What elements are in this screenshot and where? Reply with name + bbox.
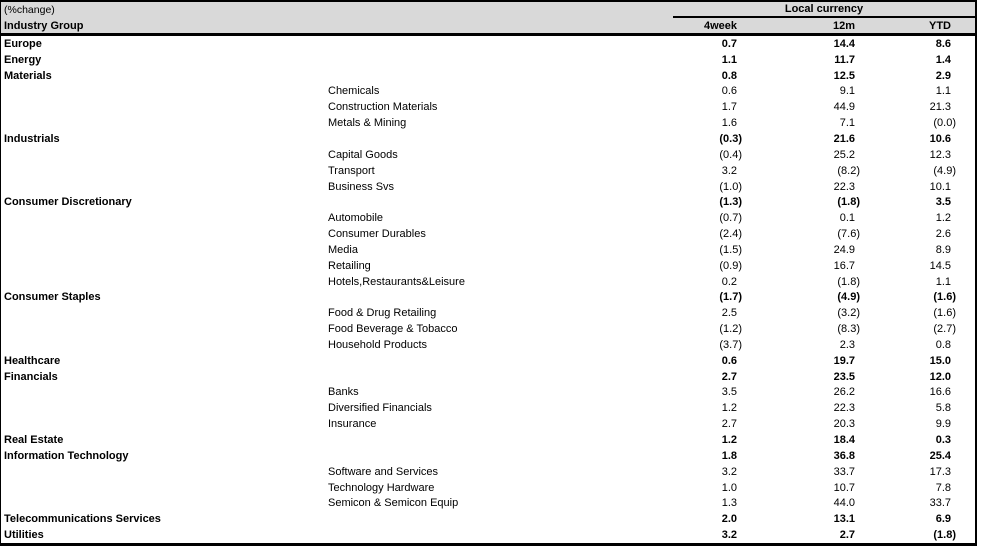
value-ytd: 25.4 (929, 449, 951, 462)
table-row (1, 290, 975, 306)
value-ytd: 21.3 (929, 101, 951, 114)
industry-label: Retailing (328, 259, 371, 272)
header-row-columns (1, 18, 975, 33)
table-row (1, 274, 975, 290)
value-12m: 10.7 (833, 481, 855, 494)
table-header (1, 2, 975, 36)
table-row (1, 36, 975, 52)
value-12m: 12.5 (833, 69, 855, 82)
value-4week: 1.2 (721, 402, 737, 415)
industry-label: Energy (4, 53, 42, 66)
value-ytd: 8.6 (935, 37, 951, 50)
industry-label: Automobile (328, 212, 384, 225)
value-4week: 0.7 (721, 37, 737, 50)
table-row (1, 163, 975, 179)
value-12m: 22.3 (833, 402, 855, 415)
industry-label: Hotels,Restaurants&Leisure (328, 275, 465, 288)
industry-label: Chemicals (328, 85, 380, 98)
industry-label: Technology Hardware (328, 481, 435, 494)
percent-change-label: (%change) (4, 4, 55, 16)
column-header-12m: 12m (832, 19, 855, 32)
table-row (1, 194, 975, 210)
value-ytd: 6.9 (935, 513, 951, 526)
value-4week: 1.8 (721, 449, 737, 462)
industry-label: Real Estate (4, 434, 64, 447)
industry-label: Diversified Financials (328, 402, 432, 415)
table-row (1, 527, 975, 543)
industry-label: Construction Materials (328, 101, 438, 114)
value-12m: 20.3 (833, 418, 855, 431)
value-ytd: (4.9) (933, 164, 956, 177)
industry-label: Capital Goods (328, 148, 398, 161)
value-ytd: 12.3 (929, 148, 951, 161)
value-4week: 2.5 (721, 307, 737, 320)
industry-label: Europe (4, 37, 42, 50)
table-row (1, 147, 975, 163)
value-ytd: 14.5 (929, 259, 951, 272)
value-12m: 26.2 (833, 386, 855, 399)
value-4week: 1.2 (721, 434, 737, 447)
value-ytd: 5.8 (935, 402, 951, 415)
value-4week: (1.5) (719, 243, 742, 256)
value-12m: 9.1 (839, 85, 855, 98)
value-ytd: (0.0) (933, 117, 956, 130)
value-4week: (1.2) (719, 323, 742, 336)
value-ytd: 10.6 (929, 132, 951, 145)
value-12m: (8.2) (837, 164, 860, 177)
industry-label: Consumer Durables (328, 228, 426, 241)
value-4week: (0.9) (719, 259, 742, 272)
column-header-4week: 4week (703, 19, 737, 32)
value-12m: 25.2 (833, 148, 855, 161)
industry-group-header: Industry Group (4, 19, 84, 32)
value-4week: 2.7 (721, 370, 737, 383)
value-4week: 2.0 (721, 513, 737, 526)
value-4week: 0.6 (721, 85, 737, 98)
industry-label: Software and Services (328, 465, 439, 478)
table-row (1, 511, 975, 527)
value-ytd: 3.5 (935, 196, 951, 209)
value-12m: (8.3) (837, 323, 860, 336)
value-ytd: 10.1 (929, 180, 951, 193)
value-12m: 18.4 (833, 434, 855, 447)
value-12m: 22.3 (833, 180, 855, 193)
table-row (1, 385, 975, 401)
value-12m: (1.8) (837, 196, 860, 209)
industry-label: Utilities (4, 529, 44, 542)
table-row (1, 68, 975, 84)
table-row (1, 210, 975, 226)
value-ytd: 15.0 (929, 354, 951, 367)
industry-label: Information Technology (4, 449, 129, 462)
industry-label: Business Svs (328, 180, 395, 193)
table-row (1, 226, 975, 242)
value-12m: 33.7 (833, 465, 855, 478)
industry-label: Consumer Staples (4, 291, 101, 304)
industry-label: Transport (328, 164, 375, 177)
value-ytd: 0.8 (935, 338, 951, 351)
value-12m: 21.6 (833, 132, 855, 145)
value-4week: 3.2 (721, 164, 737, 177)
value-12m: 44.9 (833, 101, 855, 114)
header-row-top (1, 2, 975, 18)
value-12m: (4.9) (837, 291, 860, 304)
value-12m: 36.8 (833, 449, 855, 462)
industry-label: Media (328, 243, 358, 256)
value-ytd: (2.7) (933, 323, 956, 336)
value-12m: 24.9 (833, 243, 855, 256)
value-12m: 14.4 (833, 37, 855, 50)
value-4week: 1.6 (721, 117, 737, 130)
value-4week: 3.5 (721, 386, 737, 399)
value-ytd: 17.3 (929, 465, 951, 478)
value-ytd: (1.6) (933, 291, 956, 304)
value-4week: 0.2 (721, 275, 737, 288)
table-row (1, 99, 975, 115)
value-12m: 13.1 (833, 513, 855, 526)
table-row (1, 305, 975, 321)
value-ytd: (1.8) (933, 529, 956, 542)
value-ytd: 1.4 (935, 53, 951, 66)
industry-label: Banks (328, 386, 359, 399)
industry-label: Healthcare (4, 354, 61, 367)
table-row (1, 480, 975, 496)
table-row (1, 258, 975, 274)
value-ytd: 0.3 (935, 434, 951, 447)
value-12m: 19.7 (833, 354, 855, 367)
table-row (1, 131, 975, 147)
table-row (1, 84, 975, 100)
value-ytd: (1.6) (933, 307, 956, 320)
value-4week: 3.2 (721, 465, 737, 478)
value-ytd: 1.1 (935, 275, 951, 288)
value-ytd: 8.9 (935, 243, 951, 256)
value-ytd: 16.6 (929, 386, 951, 399)
table-row (1, 448, 975, 464)
table-row (1, 52, 975, 68)
value-4week: (0.7) (719, 212, 742, 225)
table-row (1, 400, 975, 416)
value-12m: 16.7 (833, 259, 855, 272)
value-ytd: 2.6 (935, 228, 951, 241)
table-row (1, 495, 975, 511)
table-row (1, 353, 975, 369)
table-body (1, 36, 975, 543)
table-row (1, 179, 975, 195)
value-12m: (1.8) (837, 275, 860, 288)
value-4week: 0.6 (721, 354, 737, 367)
value-ytd: 1.1 (935, 85, 951, 98)
value-4week: (1.3) (719, 196, 742, 209)
value-ytd: 1.2 (935, 212, 951, 225)
industry-label: Insurance (328, 418, 377, 431)
industry-label: Food & Drug Retailing (328, 307, 437, 320)
value-4week: 1.7 (721, 101, 737, 114)
table-row (1, 416, 975, 432)
value-4week: (2.4) (719, 228, 742, 241)
value-4week: (3.7) (719, 338, 742, 351)
value-12m: 23.5 (833, 370, 855, 383)
value-12m: (7.6) (837, 228, 860, 241)
column-header-ytd: YTD (929, 19, 951, 32)
industry-label: Materials (4, 69, 52, 82)
table-row (1, 115, 975, 131)
value-12m: 2.3 (839, 338, 855, 351)
table-row (1, 432, 975, 448)
value-4week: 1.1 (721, 53, 737, 66)
value-4week: 2.7 (721, 418, 737, 431)
value-12m: 44.0 (833, 497, 855, 510)
value-4week: 3.2 (721, 529, 737, 542)
value-4week: (0.3) (719, 132, 742, 145)
value-12m: 0.1 (839, 212, 855, 225)
industry-label: Household Products (328, 338, 428, 351)
value-4week: (1.7) (719, 291, 742, 304)
value-12m: 7.1 (839, 117, 855, 130)
industry-label: Industrials (4, 132, 60, 145)
value-ytd: 2.9 (935, 69, 951, 82)
industry-label: Food Beverage & Tobacco (328, 323, 458, 336)
table-row (1, 464, 975, 480)
industry-label: Telecommunications Services (4, 513, 161, 526)
local-currency-group-header: Local currency (673, 2, 975, 18)
table-row (1, 242, 975, 258)
value-ytd: 33.7 (929, 497, 951, 510)
value-12m: 2.7 (839, 529, 855, 542)
value-12m: (3.2) (837, 307, 860, 320)
value-ytd: 9.9 (935, 418, 951, 431)
value-ytd: 12.0 (929, 370, 951, 383)
table-row (1, 321, 975, 337)
value-4week: (1.0) (719, 180, 742, 193)
industry-label: Consumer Discretionary (4, 196, 132, 209)
value-4week: 0.8 (721, 69, 737, 82)
industry-label: Financials (4, 370, 58, 383)
industry-label: Metals & Mining (328, 117, 407, 130)
value-4week: (0.4) (719, 148, 742, 161)
industry-label: Semicon & Semicon Equip (328, 497, 459, 510)
table-row (1, 337, 975, 353)
table-row (1, 369, 975, 385)
value-12m: 11.7 (834, 53, 855, 66)
value-4week: 1.0 (721, 481, 737, 494)
value-4week: 1.3 (721, 497, 737, 510)
value-ytd: 7.8 (935, 481, 951, 494)
